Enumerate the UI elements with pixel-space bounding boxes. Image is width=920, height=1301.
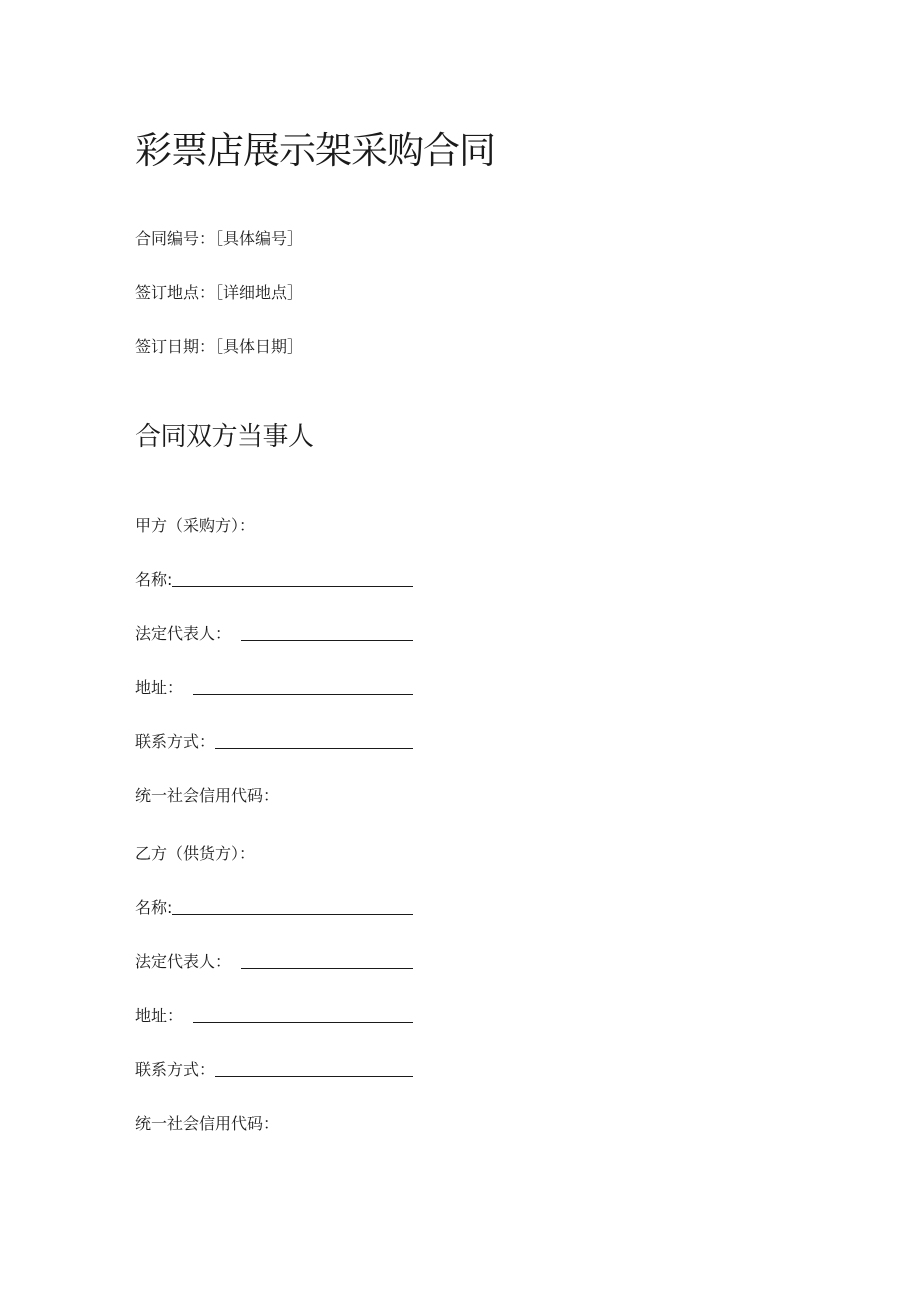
party-b-address-blank[interactable] [193,1022,413,1023]
party-b-name-label: 名称: [135,898,173,917]
party-a-address-label: 地址： [135,678,184,697]
party-a-contact-blank[interactable] [215,748,413,749]
party-b-address-label: 地址： [135,1006,184,1025]
party-b-credit-code: 统一社会信用代码： [135,1114,280,1133]
signing-place-value: ［详细地点］ [215,283,304,302]
party-a-contact-label: 联系方式： [135,732,216,751]
party-a-name-label: 名称: [135,570,173,589]
contract-number-label: 合同编号： [135,229,216,248]
party-b-rep-field[interactable] [135,951,413,973]
party-b-address-field[interactable] [135,1005,413,1027]
party-b-name-field[interactable] [135,897,413,919]
document-title: 彩票店展示架采购合同 [135,129,495,172]
signing-date-value: ［具体日期］ [215,337,304,356]
party-a-heading: 甲方（采购方）： [135,516,256,535]
party-a-rep-blank[interactable] [241,640,413,641]
party-a-rep-field[interactable] [135,623,413,645]
party-a-contact-field[interactable] [135,731,413,753]
signing-place-line [135,282,303,304]
contract-number-value: ［具体编号］ [215,229,304,248]
signing-place-label: 签订地点： [135,283,216,302]
party-a-address-blank[interactable] [193,694,413,695]
party-a-address-field[interactable] [135,677,413,699]
party-a-name-field[interactable] [135,569,413,591]
party-b-contact-blank[interactable] [215,1076,413,1077]
party-b-name-blank[interactable] [172,914,413,915]
party-a-rep-label: 法定代表人： [135,624,232,643]
signing-date-line [135,336,303,358]
contract-number-line [135,228,303,250]
parties-heading: 合同双方当事人 [135,422,314,452]
party-b-rep-blank[interactable] [241,968,413,969]
party-b-contact-field[interactable] [135,1059,413,1081]
party-b-rep-label: 法定代表人： [135,952,232,971]
party-a-name-blank[interactable] [172,586,413,587]
party-a-credit-code: 统一社会信用代码： [135,786,280,805]
party-b-contact-label: 联系方式： [135,1060,216,1079]
party-b-heading: 乙方（供货方）： [135,844,256,863]
signing-date-label: 签订日期： [135,337,216,356]
